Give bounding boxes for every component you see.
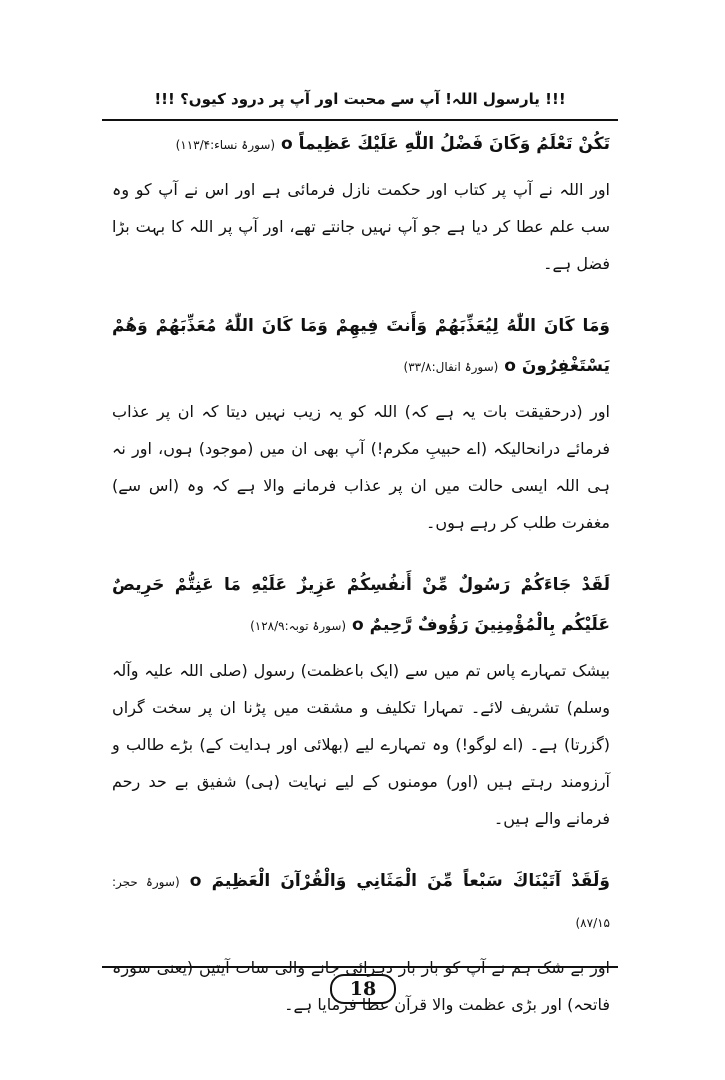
- arabic-verse-text: لَقَدْ جَاءَكُمْ رَسُولٌ مِّنْ أَنفُسِكُمْ عَزِيزٌ عَلَيْهِ مَا عَنِتُّمْ حَرِيصٌ عَلَيْكُم بِالْمُؤْمِنِينَ رَؤُوفٌ رَّحِيمٌ o: [112, 575, 610, 635]
- arabic-verse-1: [112, 124, 610, 165]
- footer-rule: [102, 966, 618, 968]
- arabic-verse-2: [112, 306, 610, 387]
- verse-reference: (سورۂ انفال:۳۳/۸): [403, 360, 499, 374]
- arabic-verse-4: [112, 861, 610, 943]
- arabic-verse-text: وَلَقَدْ آتَيْنَاكَ سَبْعاً مِّنَ الْمَثَانِي وَالْقُرْآنَ الْعَظِيمَ o: [189, 871, 610, 891]
- urdu-translation-3: بیشک تمہارے پاس تم میں سے (ایک باعظمت) رسول (صلی اللہ علیہ وآلہ وسلم) تشریف لائے۔ تمہارا تکلیف و مشقت میں پڑنا ان پر سخت گراں (گزرتا) ہے۔ (اے لوگو!) وہ تمہارے لیے (بھلائی اور ہدایت کے) بڑے طالب و آرزومند رہتے ہیں (اور) مومنوں کے لیے نہایت (ہی) شفیق بے حد رحم فرمانے والے ہیں۔: [112, 661, 610, 828]
- verse-reference: (سورۂ نساء:۱۱۳/۴): [175, 138, 276, 152]
- page-body: [112, 124, 610, 1023]
- running-header: !!! یارسول اللہ! آپ سے محبت اور آپ پر درود کیوں؟ !!!: [154, 90, 566, 108]
- arabic-verse-3: [112, 565, 610, 646]
- urdu-translation-1: اور اللہ نے آپ پر کتاب اور حکمت نازل فرمائی ہے اور اس نے آپ کو وہ سب علم عطا کر دیا ہے جو آپ نہیں جانتے تھے، اور آپ پر اللہ کا بہت بڑا فضل ہے۔: [112, 180, 610, 273]
- verse-reference: (سورۂ توبہ:۱۲۸/۹): [250, 619, 347, 633]
- arabic-verse-text: تَكُنْ تَعْلَمُ وَكَانَ فَضْلُ اللّٰهِ عَلَيْكَ عَظِيماً o: [280, 134, 610, 154]
- urdu-translation-4: فاتحہ) اور بڑی عظمت والا قرآن عطا فرمایا ہے۔: [284, 995, 610, 1014]
- header-rule: [102, 119, 618, 121]
- page-number: 18: [330, 974, 396, 1004]
- arabic-verse-text: وَمَا كَانَ اللّٰهُ لِيُعَذِّبَهُمْ وَأَنتَ فِيهِمْ وَمَا كَانَ اللّٰهُ مُعَذِّبَهُمْ وَهُمْ يَسْتَغْفِرُونَ o: [112, 316, 610, 376]
- verse-reference: (سورۂ حجر: ۸۷/۱۵): [112, 875, 610, 930]
- urdu-translation-2: اور (درحقیقت بات یہ ہے کہ) اللہ کو یہ زیب نہیں دیتا کہ ان پر عذاب فرمائے درانحالیکہ (اے حبیبِ مکرم!) آپ بھی ان میں (موجود) ہوں، اور نہ ہی اللہ ایسی حالت میں ان پر عذاب فرمانے والا ہے کہ وہ (اس سے) مغفرت طلب کر رہے ہوں۔: [112, 402, 610, 532]
